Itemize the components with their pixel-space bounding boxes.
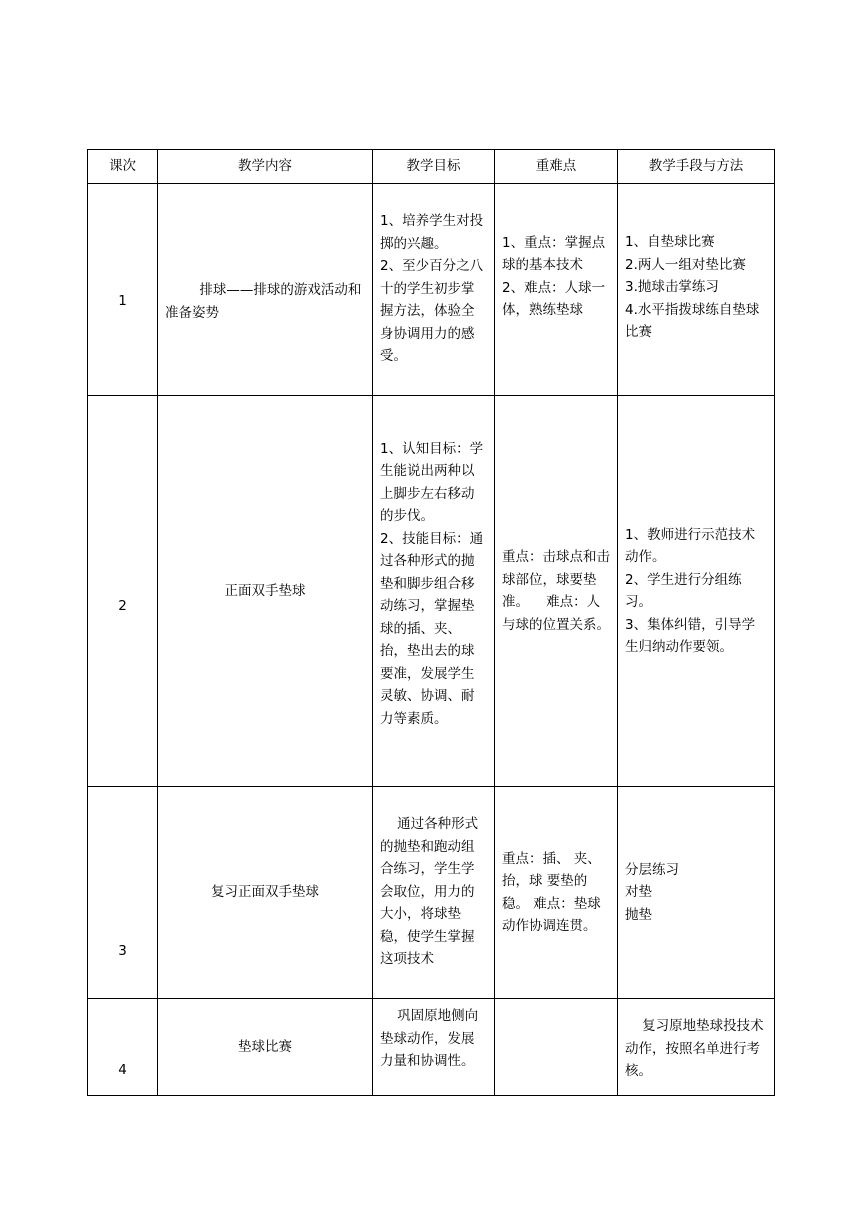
- table-header-row: [88, 150, 775, 184]
- table-row: [88, 396, 775, 787]
- table-row: [88, 999, 775, 1096]
- lesson-no: 4: [88, 999, 158, 1096]
- lesson-goal: 巩固原地侧向垫球动作，发展力量和协调性。: [373, 999, 495, 1096]
- lesson-key-points: [495, 999, 618, 1096]
- lesson-method: 1、自垫球比赛 2.两人一组对垫比赛 3.抛球击掌练习 4.水平指拨球练自垫球比赛: [618, 184, 775, 396]
- lesson-key-points: 重点：插、 夹、抬，球 要垫的稳。 难点：垫球动作协调连贯。: [495, 787, 618, 999]
- lesson-key-points: 重点：击球点和击球部位，球要垫准。 难点：人与球的位置关系。: [495, 396, 618, 787]
- header-goal: 教学目标: [373, 150, 495, 184]
- header-lesson-no: 课次: [88, 150, 158, 184]
- lesson-method: 分层练习 对垫 抛垫: [618, 787, 775, 999]
- lesson-method: 复习原地垫球投技术动作，按照名单进行考核。: [618, 999, 775, 1096]
- lesson-content: 垫球比赛: [158, 999, 373, 1096]
- header-content: 教学内容: [158, 150, 373, 184]
- lesson-content: 排球——排球的游戏活动和准备姿势: [158, 184, 373, 396]
- lesson-content: 复习正面双手垫球: [158, 787, 373, 999]
- lesson-key-points: 1、重点：掌握点球的基本技术 2、难点：人球一体，熟练垫球: [495, 184, 618, 396]
- lesson-goal: 1、培养学生对投掷的兴趣。 2、至少百分之八十的学生初步掌握方法，体验全身协调用力的感受。: [373, 184, 495, 396]
- lesson-no: 1: [88, 184, 158, 396]
- table-row: [88, 787, 775, 999]
- lesson-method: 1、教师进行示范技术动作。 2、学生进行分组练习。 3、集体纠错，引导学生归纳动作要领。: [618, 396, 775, 787]
- lesson-no: 3: [88, 787, 158, 999]
- lesson-content: 正面双手垫球: [158, 396, 373, 787]
- lesson-no: 2: [88, 396, 158, 787]
- header-method: 教学手段与方法: [618, 150, 775, 184]
- lesson-goal: 通过各种形式的抛垫和跑动组合练习，学生学会取位，用力的大小，将球垫稳，使学生掌握这项技术: [373, 787, 495, 999]
- lesson-plan-table: [87, 149, 775, 1096]
- table-row: [88, 184, 775, 396]
- lesson-goal: 1、认知目标：学生能说出两种以上脚步左右移动的步伐。 2、技能目标：通过各种形式的抛垫和脚步组合移动练习，掌握垫球的插、夹、抬，垫出去的球要准，发展学生灵敏、协调、耐力等素质。: [373, 396, 495, 787]
- header-key-points: 重难点: [495, 150, 618, 184]
